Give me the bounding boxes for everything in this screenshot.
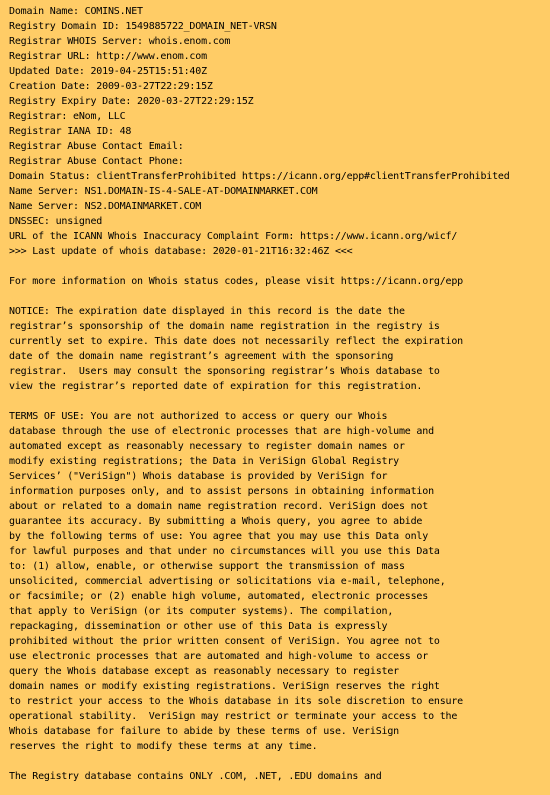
whois-line: use electronic processes that are automated and high-volume to access or <box>9 651 429 662</box>
whois-line: to restrict your access to the Whois database in its sole discretion to ensure <box>9 696 463 707</box>
whois-line: query the Whois database except as reasonably necessary to register <box>9 666 399 677</box>
whois-line: Registrar Abuse Contact Phone: <box>9 156 184 167</box>
whois-line: Creation Date: 2009-03-27T22:29:15Z <box>9 81 213 92</box>
whois-line: date of the domain name registrant’s agreement with the sponsoring <box>9 351 394 362</box>
whois-line: information purposes only, and to assist persons in obtaining information <box>9 486 434 497</box>
whois-line: Registrar IANA ID: 48 <box>9 126 132 137</box>
whois-line: domain names or modify existing registrations. VeriSign reserves the right <box>9 681 440 692</box>
whois-line: URL of the ICANN Whois Inaccuracy Complaint Form: https://www.icann.org/wicf/ <box>9 231 458 242</box>
whois-line: Registry Expiry Date: 2020-03-27T22:29:15Z <box>9 96 254 107</box>
whois-line: by the following terms of use: You agree that you may use this Data only <box>9 531 429 542</box>
whois-line: registrar. Users may consult the sponsoring registrar’s Whois database to <box>9 366 440 377</box>
whois-line: repackaging, dissemination or other use of this Data is expressly <box>9 621 388 632</box>
whois-line: NOTICE: The expiration date displayed in this record is the date the <box>9 306 405 317</box>
whois-line: registrar’s sponsorship of the domain name registration in the registry is <box>9 321 440 332</box>
whois-line: >>> Last update of whois database: 2020-01-21T16:32:46Z <<< <box>9 246 353 257</box>
whois-line: prohibited without the prior written consent of VeriSign. You agree not to <box>9 636 440 647</box>
whois-line: unsolicited, commercial advertising or solicitations via e-mail, telephone, <box>9 576 446 587</box>
whois-line: about or related to a domain name registration record. VeriSign does not <box>9 501 429 512</box>
whois-line: Updated Date: 2019-04-25T15:51:40Z <box>9 66 207 77</box>
whois-line: Registrar Abuse Contact Email: <box>9 141 184 152</box>
whois-line: modify existing registrations; the Data in VeriSign Global Registry <box>9 456 399 467</box>
whois-line: DNSSEC: unsigned <box>9 216 103 227</box>
whois-line: For more information on Whois status codes, please visit https://icann.org/epp <box>9 276 463 287</box>
whois-line: Registrar URL: http://www.enom.com <box>9 51 207 62</box>
whois-line: database through the use of electronic processes that are high-volume and <box>9 426 434 437</box>
whois-line <box>9 394 550 409</box>
whois-line: view the registrar’s reported date of expiration for this registration. <box>9 381 423 392</box>
whois-line: or facsimile; or (2) enable high volume, automated, electronic processes <box>9 591 429 602</box>
whois-line: Name Server: NS1.DOMAIN-IS-4-SALE-AT-DOMAINMARKET.COM <box>9 186 318 197</box>
whois-line: that apply to VeriSign (or its computer systems). The compilation, <box>9 606 394 617</box>
whois-line <box>9 259 550 274</box>
whois-line: Domain Status: clientTransferProhibited https://icann.org/epp#clientTransferProhibited <box>9 171 510 182</box>
whois-line <box>9 289 550 304</box>
whois-line: Registrar WHOIS Server: whois.enom.com <box>9 36 231 47</box>
whois-line: operational stability. VeriSign may restrict or terminate your access to the <box>9 711 458 722</box>
whois-line: Registry Domain ID: 1549885722_DOMAIN_NET-VRSN <box>9 21 277 32</box>
whois-line: The Registry database contains ONLY .COM, .NET, .EDU domains and <box>9 771 382 782</box>
whois-line: Whois database for failure to abide by these terms of use. VeriSign <box>9 726 399 737</box>
whois-line: Domain Name: COMINS.NET <box>9 6 143 17</box>
whois-line: automated except as reasonably necessary to register domain names or <box>9 441 405 452</box>
whois-line: Services’ ("VeriSign") Whois database is provided by VeriSign for <box>9 471 388 482</box>
whois-line: Registrar: eNom, LLC <box>9 111 126 122</box>
whois-line: currently set to expire. This date does not necessarily reflect the expiration <box>9 336 463 347</box>
whois-line: TERMS OF USE: You are not authorized to access or query our Whois <box>9 411 388 422</box>
whois-line: reserves the right to modify these terms at any time. <box>9 741 318 752</box>
whois-line: guarantee its accuracy. By submitting a Whois query, you agree to abide <box>9 516 423 527</box>
whois-line: for lawful purposes and that under no circumstances will you use this Data <box>9 546 440 557</box>
whois-line: to: (1) allow, enable, or otherwise support the transmission of mass <box>9 561 405 572</box>
whois-line <box>9 754 550 769</box>
whois-line: Name Server: NS2.DOMAINMARKET.COM <box>9 201 202 212</box>
